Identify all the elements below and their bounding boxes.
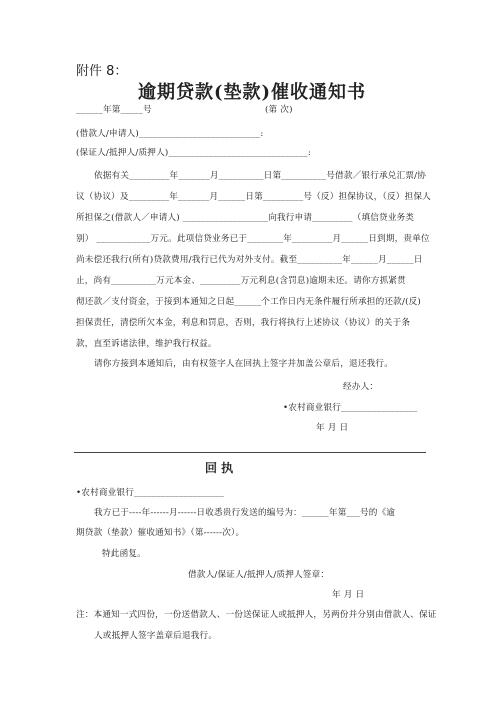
receipt-signature: 借款人/保证人/抵押人/质押人签章： bbox=[188, 570, 330, 580]
sign-request: 请你方接到本通知后，由有权签字人在回执上签字并加盖公章后，退还我行。 bbox=[94, 359, 393, 369]
borrower-line: (借款人/申请人)___________________________: bbox=[76, 129, 264, 139]
receipt-title: 回 执 bbox=[205, 461, 234, 475]
page-title: 逾期贷款(垫款)催收通知书 bbox=[138, 82, 367, 103]
number-line: ______年第_____号 bbox=[76, 105, 152, 115]
body-line-2: 议（协议）及_________年_______月______日第_________号（反）担保协议，（反）担保人 bbox=[76, 192, 431, 202]
receipt-bank-line: •农村商业银行____________________ bbox=[76, 488, 224, 498]
receipt-note-1: 注：本通知一式四份，一份送借款人、一份送保证人或抵押人，另两份并分别由借款人、保证 bbox=[76, 610, 437, 620]
body-line-3: 所担保之(借款人／申请人) ___________________向我行申请_________（填信贷业务类 bbox=[76, 213, 415, 223]
body-line-9: 款，直至诉诸法律，维护我行权益。 bbox=[76, 339, 217, 349]
body-line-5: 尚未偿还我行(所有)贷款费用/我行已代为对外支付。截至__________年______月______日 bbox=[76, 255, 423, 265]
body-line-1: 依据有关_________年_______月__________日第__________号借款／银行承兑汇票/协 bbox=[94, 171, 427, 181]
receipt-line-2: 期贷款（垫款）催收通知书》（第------次）。 bbox=[76, 528, 245, 538]
body-line-6: 止，尚有__________万元本金、_________万元利息(含罚息)逾期未还。请你方抓紧贯 bbox=[76, 276, 406, 286]
receipt-date: 年 月 日 bbox=[332, 590, 365, 600]
body-line-7: 彻还款／支付资金，于接到本通知之日起______个工作日内无条件履行所承担的还款/(反) bbox=[76, 297, 421, 307]
body-line-4: 别） ____________万元。此项信贷业务已于________年_________月______日到期，贵单位 bbox=[76, 234, 430, 244]
receipt-note-2: 人或抵押人签字盖章后退我行。 bbox=[94, 631, 218, 641]
body-line-8: 担保责任，清偿所欠本金，利息和罚息，否则，我行将执行上述协议（协议）的关于条 bbox=[76, 318, 411, 328]
bank-line: •农村商业银行_________________ bbox=[283, 403, 418, 413]
handler-label: 经办人： bbox=[343, 382, 379, 392]
receipt-line-1: 我方已于----年------月------日收悉贵行发送的编号为：______年第___号的《逾 bbox=[94, 508, 396, 518]
attachment-label: 附件 8： bbox=[76, 64, 128, 79]
divider bbox=[74, 452, 426, 453]
sequence-label: (第 次) bbox=[265, 105, 293, 115]
receipt-reply: 特此函复。 bbox=[102, 549, 146, 559]
notice-date: 年 月 日 bbox=[316, 423, 349, 433]
guarantor-line: (保证人/抵押人/质押人)_______________________________: bbox=[76, 148, 311, 158]
